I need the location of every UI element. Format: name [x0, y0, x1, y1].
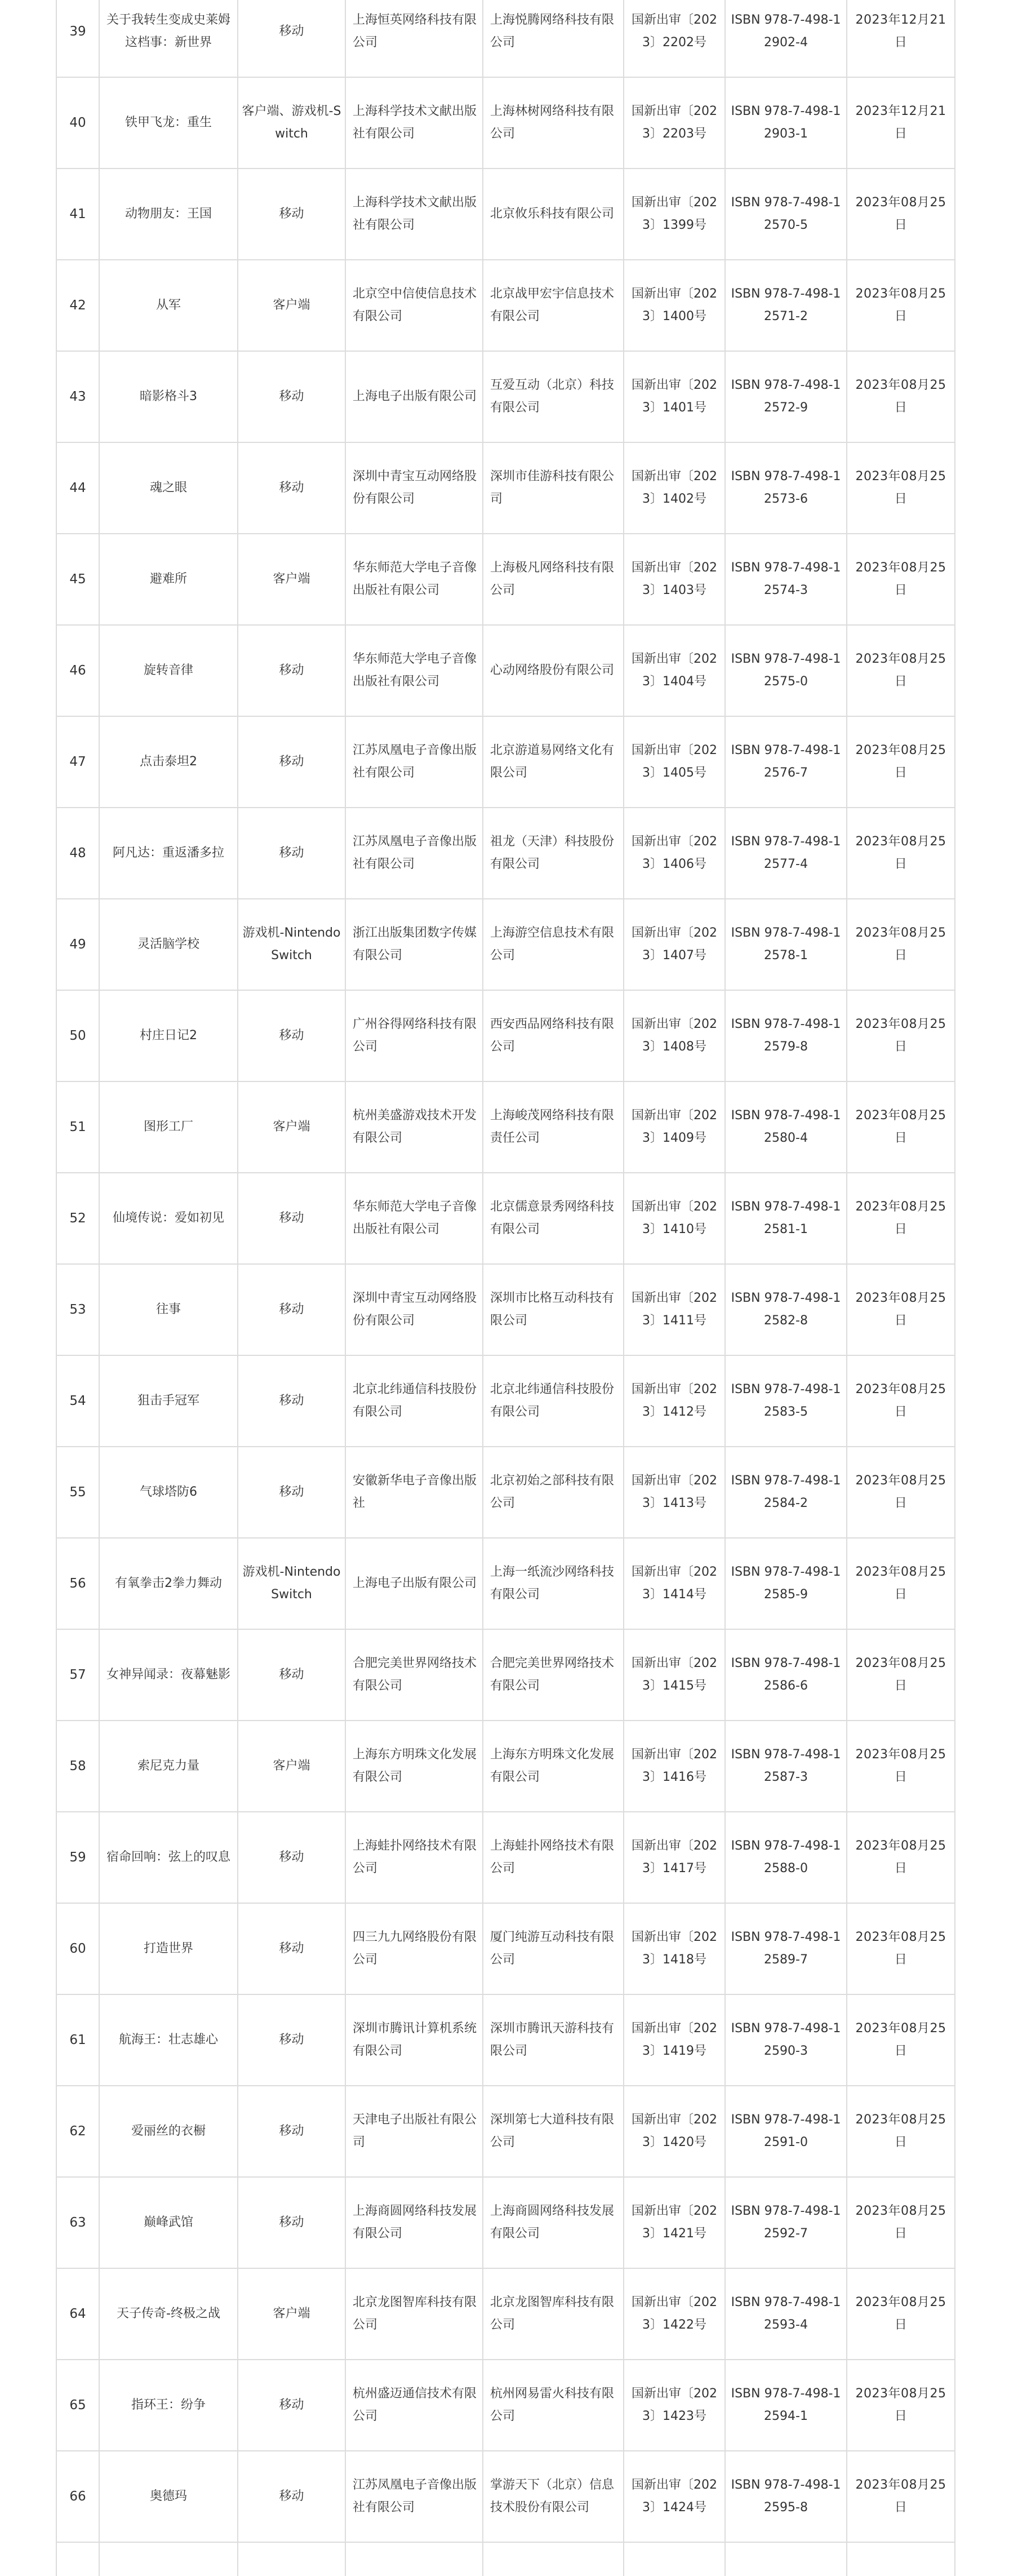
cell-game-name: 女神异闻录：夜幕魅影 — [99, 1629, 238, 1721]
cell-isbn: ISBN 978-7-498-12590-3 — [725, 1994, 847, 2086]
table-row — [56, 2086, 955, 2177]
cell-operator: 合肥完美世界网络技术有限公司 — [483, 1629, 624, 1721]
cell-game-name: 避难所 — [99, 534, 238, 625]
table-row — [56, 2451, 955, 2542]
cell-platform: 移动 — [238, 0, 345, 77]
cell-number: 47 — [56, 716, 99, 808]
cell-operator: 厦门纯游互动科技有限公司 — [483, 1903, 624, 1994]
table-row — [56, 2360, 955, 2451]
table-row — [56, 77, 955, 169]
cell-platform: 游戏机-Nintendo Switch — [238, 1538, 345, 1629]
cell-date: 2023年12月21日 — [847, 0, 955, 77]
cell-game-name: 往事 — [99, 1264, 238, 1355]
table-row — [56, 1081, 955, 1173]
cell-number: 64 — [56, 2268, 99, 2360]
cell-isbn: ISBN 978-7-498-12587-3 — [725, 1721, 847, 1812]
cell-isbn — [725, 2542, 847, 2576]
cell-approval-number: 国新出审〔2023〕1401号 — [624, 351, 725, 442]
cell-game-name: 铁甲飞龙：重生 — [99, 77, 238, 169]
cell-date: 2023年08月25日 — [847, 260, 955, 351]
cell-platform: 移动 — [238, 442, 345, 534]
cell-platform: 移动 — [238, 625, 345, 716]
table-row — [56, 1629, 955, 1721]
cell-publisher: 华东师范大学电子音像出版社有限公司 — [345, 534, 483, 625]
cell-publisher: 北京空中信使信息技术有限公司 — [345, 260, 483, 351]
cell-approval-number — [624, 2542, 725, 2576]
cell-approval-number: 国新出审〔2023〕1403号 — [624, 534, 725, 625]
table-row — [56, 716, 955, 808]
cell-operator: 深圳市腾讯天游科技有限公司 — [483, 1994, 624, 2086]
cell-operator: 北京攸乐科技有限公司 — [483, 169, 624, 260]
cell-operator: 上海极凡网络科技有限公司 — [483, 534, 624, 625]
cell-game-name: 宿命回响：弦上的叹息 — [99, 1812, 238, 1903]
cell-number: 41 — [56, 169, 99, 260]
cell-number: 66 — [56, 2451, 99, 2542]
cell-operator — [483, 2542, 624, 2576]
cell-game-name: 狙击手冠军 — [99, 1355, 238, 1447]
cell-number: 61 — [56, 1994, 99, 2086]
cell-isbn: ISBN 978-7-498-12577-4 — [725, 808, 847, 899]
cell-number: 52 — [56, 1173, 99, 1264]
cell-isbn: ISBN 978-7-498-12593-4 — [725, 2268, 847, 2360]
cell-platform: 移动 — [238, 1264, 345, 1355]
table-row — [56, 260, 955, 351]
cell-game-name: 从军 — [99, 260, 238, 351]
cell-isbn: ISBN 978-7-498-12589-7 — [725, 1903, 847, 1994]
table-row — [56, 1903, 955, 1994]
cell-publisher: 上海商圆网络科技发展有限公司 — [345, 2177, 483, 2268]
cell-isbn: ISBN 978-7-498-12588-0 — [725, 1812, 847, 1903]
cell-platform: 游戏机-Nintendo Switch — [238, 899, 345, 990]
cell-isbn: ISBN 978-7-498-12574-3 — [725, 534, 847, 625]
cell-publisher: 华东师范大学电子音像出版社有限公司 — [345, 625, 483, 716]
cell-publisher: 华东师范大学电子音像出版社有限公司 — [345, 1173, 483, 1264]
cell-game-name: 仙境传说：爱如初见 — [99, 1173, 238, 1264]
cell-date: 2023年08月25日 — [847, 1355, 955, 1447]
cell-number: 51 — [56, 1081, 99, 1173]
cell-date: 2023年08月25日 — [847, 1903, 955, 1994]
cell-number: 40 — [56, 77, 99, 169]
cell-game-name: 索尼克力量 — [99, 1721, 238, 1812]
cell-platform: 客户端、游戏机-Switch — [238, 77, 345, 169]
table-row — [56, 169, 955, 260]
cell-publisher: 北京龙图智库科技有限公司 — [345, 2268, 483, 2360]
cell-number — [56, 2542, 99, 2576]
cell-isbn: ISBN 978-7-498-12580-4 — [725, 1081, 847, 1173]
table-row — [56, 2268, 955, 2360]
cell-isbn: ISBN 978-7-498-12570-5 — [725, 169, 847, 260]
cell-platform: 移动 — [238, 351, 345, 442]
table-row — [56, 1264, 955, 1355]
cell-publisher: 天津电子出版社有限公司 — [345, 2086, 483, 2177]
table-row — [56, 442, 955, 534]
table-body — [56, 0, 955, 2576]
cell-game-name: 巅峰武馆 — [99, 2177, 238, 2268]
cell-approval-number: 国新出审〔2023〕1421号 — [624, 2177, 725, 2268]
cell-approval-number: 国新出审〔2023〕1405号 — [624, 716, 725, 808]
cell-publisher: 上海电子出版有限公司 — [345, 351, 483, 442]
cell-platform — [238, 2542, 345, 2576]
cell-approval-number: 国新出审〔2023〕1399号 — [624, 169, 725, 260]
cell-approval-number: 国新出审〔2023〕1407号 — [624, 899, 725, 990]
cell-game-name: 动物朋友：王国 — [99, 169, 238, 260]
cell-operator: 掌游天下（北京）信息技术股份有限公司 — [483, 2451, 624, 2542]
cell-operator: 深圳第七大道科技有限公司 — [483, 2086, 624, 2177]
table-row — [56, 625, 955, 716]
cell-game-name: 指环王：纷争 — [99, 2360, 238, 2451]
cell-date — [847, 2542, 955, 2576]
cell-publisher: 合肥完美世界网络技术有限公司 — [345, 1629, 483, 1721]
table-row — [56, 1447, 955, 1538]
cell-operator: 上海游空信息技术有限公司 — [483, 899, 624, 990]
cell-date: 2023年08月25日 — [847, 1538, 955, 1629]
cell-platform: 移动 — [238, 1173, 345, 1264]
cell-number: 57 — [56, 1629, 99, 1721]
cell-operator: 上海一纸流沙网络科技有限公司 — [483, 1538, 624, 1629]
cell-approval-number: 国新出审〔2023〕1416号 — [624, 1721, 725, 1812]
cell-game-name: 有氧拳击2拳力舞动 — [99, 1538, 238, 1629]
cell-platform: 移动 — [238, 990, 345, 1081]
cell-approval-number: 国新出审〔2023〕1422号 — [624, 2268, 725, 2360]
cell-operator: 上海悦腾网络科技有限公司 — [483, 0, 624, 77]
cell-number: 65 — [56, 2360, 99, 2451]
cell-approval-number: 国新出审〔2023〕2202号 — [624, 0, 725, 77]
cell-date: 2023年08月25日 — [847, 899, 955, 990]
cell-game-name: 阿凡达：重返潘多拉 — [99, 808, 238, 899]
cell-game-name: 打造世界 — [99, 1903, 238, 1994]
cell-date: 2023年08月25日 — [847, 2086, 955, 2177]
cell-publisher: 上海科学技术文献出版社有限公司 — [345, 169, 483, 260]
cell-approval-number: 国新出审〔2023〕1424号 — [624, 2451, 725, 2542]
cell-operator: 深圳市佳游科技有限公司 — [483, 442, 624, 534]
cell-approval-number: 国新出审〔2023〕1410号 — [624, 1173, 725, 1264]
cell-number: 56 — [56, 1538, 99, 1629]
cell-approval-number: 国新出审〔2023〕1400号 — [624, 260, 725, 351]
cell-operator: 上海蛙扑网络技术有限公司 — [483, 1812, 624, 1903]
cell-operator: 北京北纬通信科技股份有限公司 — [483, 1355, 624, 1447]
cell-date: 2023年08月25日 — [847, 990, 955, 1081]
cell-platform: 移动 — [238, 716, 345, 808]
cell-publisher: 安徽新华电子音像出版社 — [345, 1447, 483, 1538]
cell-publisher: 上海东方明珠文化发展有限公司 — [345, 1721, 483, 1812]
cell-publisher: 江苏凤凰电子音像出版社有限公司 — [345, 716, 483, 808]
cell-isbn: ISBN 978-7-498-12595-8 — [725, 2451, 847, 2542]
cell-operator: 北京儒意景秀网络科技有限公司 — [483, 1173, 624, 1264]
cell-date: 2023年08月25日 — [847, 351, 955, 442]
cell-game-name: 魂之眼 — [99, 442, 238, 534]
cell-number: 54 — [56, 1355, 99, 1447]
cell-game-name — [99, 2542, 238, 2576]
cell-approval-number: 国新出审〔2023〕1419号 — [624, 1994, 725, 2086]
cell-platform: 客户端 — [238, 1081, 345, 1173]
cell-game-name: 关于我转生变成史莱姆这档事：新世界 — [99, 0, 238, 77]
cell-platform: 移动 — [238, 1355, 345, 1447]
cell-publisher: 深圳中青宝互动网络股份有限公司 — [345, 442, 483, 534]
cell-approval-number: 国新出审〔2023〕1420号 — [624, 2086, 725, 2177]
cell-operator: 北京战甲宏宇信息技术有限公司 — [483, 260, 624, 351]
cell-date: 2023年08月25日 — [847, 1812, 955, 1903]
cell-operator: 互爱互动（北京）科技有限公司 — [483, 351, 624, 442]
cell-isbn: ISBN 978-7-498-12581-1 — [725, 1173, 847, 1264]
cell-game-name: 暗影格斗3 — [99, 351, 238, 442]
cell-game-name: 气球塔防6 — [99, 1447, 238, 1538]
cell-publisher: 深圳中青宝互动网络股份有限公司 — [345, 1264, 483, 1355]
cell-isbn: ISBN 978-7-498-12573-6 — [725, 442, 847, 534]
cell-publisher: 广州谷得网络科技有限公司 — [345, 990, 483, 1081]
cell-platform: 移动 — [238, 2360, 345, 2451]
cell-number: 50 — [56, 990, 99, 1081]
cell-number: 58 — [56, 1721, 99, 1812]
cell-approval-number: 国新出审〔2023〕1406号 — [624, 808, 725, 899]
cell-approval-number: 国新出审〔2023〕1412号 — [624, 1355, 725, 1447]
cell-date: 2023年08月25日 — [847, 625, 955, 716]
cell-approval-number: 国新出审〔2023〕1409号 — [624, 1081, 725, 1173]
cell-isbn: ISBN 978-7-498-12586-6 — [725, 1629, 847, 1721]
cell-date: 2023年08月25日 — [847, 534, 955, 625]
table-row — [56, 2542, 955, 2576]
cell-number: 46 — [56, 625, 99, 716]
cell-date: 2023年08月25日 — [847, 808, 955, 899]
cell-platform: 移动 — [238, 1447, 345, 1538]
cell-isbn: ISBN 978-7-498-12576-7 — [725, 716, 847, 808]
cell-platform: 移动 — [238, 2177, 345, 2268]
table-row — [56, 1721, 955, 1812]
cell-game-name: 奥德玛 — [99, 2451, 238, 2542]
cell-publisher: 上海蛙扑网络技术有限公司 — [345, 1812, 483, 1903]
cell-platform: 客户端 — [238, 1721, 345, 1812]
cell-isbn: ISBN 978-7-498-12902-4 — [725, 0, 847, 77]
cell-date: 2023年08月25日 — [847, 1994, 955, 2086]
game-approval-table — [56, 0, 955, 2576]
cell-game-name: 灵活脑学校 — [99, 899, 238, 990]
cell-date: 2023年08月25日 — [847, 1081, 955, 1173]
cell-operator: 北京初始之部科技有限公司 — [483, 1447, 624, 1538]
cell-operator: 上海东方明珠文化发展有限公司 — [483, 1721, 624, 1812]
cell-isbn: ISBN 978-7-498-12591-0 — [725, 2086, 847, 2177]
cell-operator: 祖龙（天津）科技股份有限公司 — [483, 808, 624, 899]
cell-approval-number: 国新出审〔2023〕1414号 — [624, 1538, 725, 1629]
cell-isbn: ISBN 978-7-498-12575-0 — [725, 625, 847, 716]
cell-game-name: 点击泰坦2 — [99, 716, 238, 808]
cell-isbn: ISBN 978-7-498-12572-9 — [725, 351, 847, 442]
cell-date: 2023年08月25日 — [847, 169, 955, 260]
cell-approval-number: 国新出审〔2023〕1404号 — [624, 625, 725, 716]
cell-number: 59 — [56, 1812, 99, 1903]
cell-isbn: ISBN 978-7-498-12583-5 — [725, 1355, 847, 1447]
cell-publisher: 杭州盛迈通信技术有限公司 — [345, 2360, 483, 2451]
cell-number: 44 — [56, 442, 99, 534]
table-row — [56, 808, 955, 899]
cell-isbn: ISBN 978-7-498-12584-2 — [725, 1447, 847, 1538]
cell-publisher: 上海恒英网络科技有限公司 — [345, 0, 483, 77]
cell-approval-number: 国新出审〔2023〕1402号 — [624, 442, 725, 534]
cell-number: 43 — [56, 351, 99, 442]
table-row — [56, 1812, 955, 1903]
cell-date: 2023年08月25日 — [847, 1447, 955, 1538]
cell-number: 42 — [56, 260, 99, 351]
cell-operator: 上海林树网络科技有限公司 — [483, 77, 624, 169]
cell-isbn: ISBN 978-7-498-12903-1 — [725, 77, 847, 169]
cell-game-name: 爱丽丝的衣橱 — [99, 2086, 238, 2177]
cell-date: 2023年08月25日 — [847, 716, 955, 808]
table-row — [56, 1173, 955, 1264]
cell-date: 2023年08月25日 — [847, 2268, 955, 2360]
cell-publisher: 四三九九网络股份有限公司 — [345, 1903, 483, 1994]
table-row — [56, 990, 955, 1081]
cell-number: 45 — [56, 534, 99, 625]
cell-operator: 西安西品网络科技有限公司 — [483, 990, 624, 1081]
cell-game-name: 村庄日记2 — [99, 990, 238, 1081]
cell-approval-number: 国新出审〔2023〕1413号 — [624, 1447, 725, 1538]
table-row — [56, 899, 955, 990]
cell-approval-number: 国新出审〔2023〕2203号 — [624, 77, 725, 169]
cell-isbn: ISBN 978-7-498-12579-8 — [725, 990, 847, 1081]
cell-number: 62 — [56, 2086, 99, 2177]
cell-platform: 客户端 — [238, 534, 345, 625]
cell-number: 53 — [56, 1264, 99, 1355]
cell-publisher: 江苏凤凰电子音像出版社有限公司 — [345, 2451, 483, 2542]
cell-platform: 移动 — [238, 2451, 345, 2542]
cell-publisher: 浙江出版集团数字传媒有限公司 — [345, 899, 483, 990]
cell-date: 2023年08月25日 — [847, 2451, 955, 2542]
cell-date: 2023年08月25日 — [847, 1173, 955, 1264]
cell-publisher: 深圳市腾讯计算机系统有限公司 — [345, 1994, 483, 2086]
cell-platform: 移动 — [238, 1994, 345, 2086]
cell-operator: 北京游道易网络文化有限公司 — [483, 716, 624, 808]
cell-date: 2023年12月21日 — [847, 77, 955, 169]
cell-approval-number: 国新出审〔2023〕1408号 — [624, 990, 725, 1081]
cell-platform: 移动 — [238, 808, 345, 899]
cell-isbn: ISBN 978-7-498-12585-9 — [725, 1538, 847, 1629]
cell-game-name: 航海王：壮志雄心 — [99, 1994, 238, 2086]
table-row — [56, 2177, 955, 2268]
cell-date: 2023年08月25日 — [847, 1264, 955, 1355]
cell-publisher — [345, 2542, 483, 2576]
cell-operator: 上海商圆网络科技发展有限公司 — [483, 2177, 624, 2268]
cell-date: 2023年08月25日 — [847, 2177, 955, 2268]
table-row — [56, 351, 955, 442]
cell-isbn: ISBN 978-7-498-12592-7 — [725, 2177, 847, 2268]
cell-isbn: ISBN 978-7-498-12571-2 — [725, 260, 847, 351]
cell-date: 2023年08月25日 — [847, 2360, 955, 2451]
cell-publisher: 上海电子出版有限公司 — [345, 1538, 483, 1629]
cell-platform: 客户端 — [238, 2268, 345, 2360]
cell-approval-number: 国新出审〔2023〕1423号 — [624, 2360, 725, 2451]
table-row — [56, 1355, 955, 1447]
cell-number: 39 — [56, 0, 99, 77]
cell-approval-number: 国新出审〔2023〕1418号 — [624, 1903, 725, 1994]
cell-platform: 客户端 — [238, 260, 345, 351]
cell-operator: 北京龙图智库科技有限公司 — [483, 2268, 624, 2360]
cell-isbn: ISBN 978-7-498-12594-1 — [725, 2360, 847, 2451]
cell-platform: 移动 — [238, 1629, 345, 1721]
cell-approval-number: 国新出审〔2023〕1411号 — [624, 1264, 725, 1355]
cell-number: 49 — [56, 899, 99, 990]
cell-approval-number: 国新出审〔2023〕1415号 — [624, 1629, 725, 1721]
cell-date: 2023年08月25日 — [847, 1721, 955, 1812]
cell-date: 2023年08月25日 — [847, 1629, 955, 1721]
cell-game-name: 图形工厂 — [99, 1081, 238, 1173]
cell-number: 48 — [56, 808, 99, 899]
cell-platform: 移动 — [238, 169, 345, 260]
cell-publisher: 北京北纬通信科技股份有限公司 — [345, 1355, 483, 1447]
cell-game-name: 天子传奇-终极之战 — [99, 2268, 238, 2360]
table-row — [56, 534, 955, 625]
cell-platform: 移动 — [238, 1812, 345, 1903]
cell-platform: 移动 — [238, 1903, 345, 1994]
cell-publisher: 江苏凤凰电子音像出版社有限公司 — [345, 808, 483, 899]
table-row — [56, 0, 955, 77]
cell-number: 55 — [56, 1447, 99, 1538]
cell-approval-number: 国新出审〔2023〕1417号 — [624, 1812, 725, 1903]
cell-isbn: ISBN 978-7-498-12578-1 — [725, 899, 847, 990]
table-row — [56, 1538, 955, 1629]
cell-number: 63 — [56, 2177, 99, 2268]
table-row — [56, 1994, 955, 2086]
cell-operator: 心动网络股份有限公司 — [483, 625, 624, 716]
cell-operator: 上海峻茂网络科技有限责任公司 — [483, 1081, 624, 1173]
cell-operator: 深圳市比格互动科技有限公司 — [483, 1264, 624, 1355]
cell-isbn: ISBN 978-7-498-12582-8 — [725, 1264, 847, 1355]
cell-number: 60 — [56, 1903, 99, 1994]
cell-operator: 杭州网易雷火科技有限公司 — [483, 2360, 624, 2451]
cell-game-name: 旋转音律 — [99, 625, 238, 716]
cell-platform: 移动 — [238, 2086, 345, 2177]
cell-publisher: 上海科学技术文献出版社有限公司 — [345, 77, 483, 169]
cell-publisher: 杭州美盛游戏技术开发有限公司 — [345, 1081, 483, 1173]
cell-date: 2023年08月25日 — [847, 442, 955, 534]
